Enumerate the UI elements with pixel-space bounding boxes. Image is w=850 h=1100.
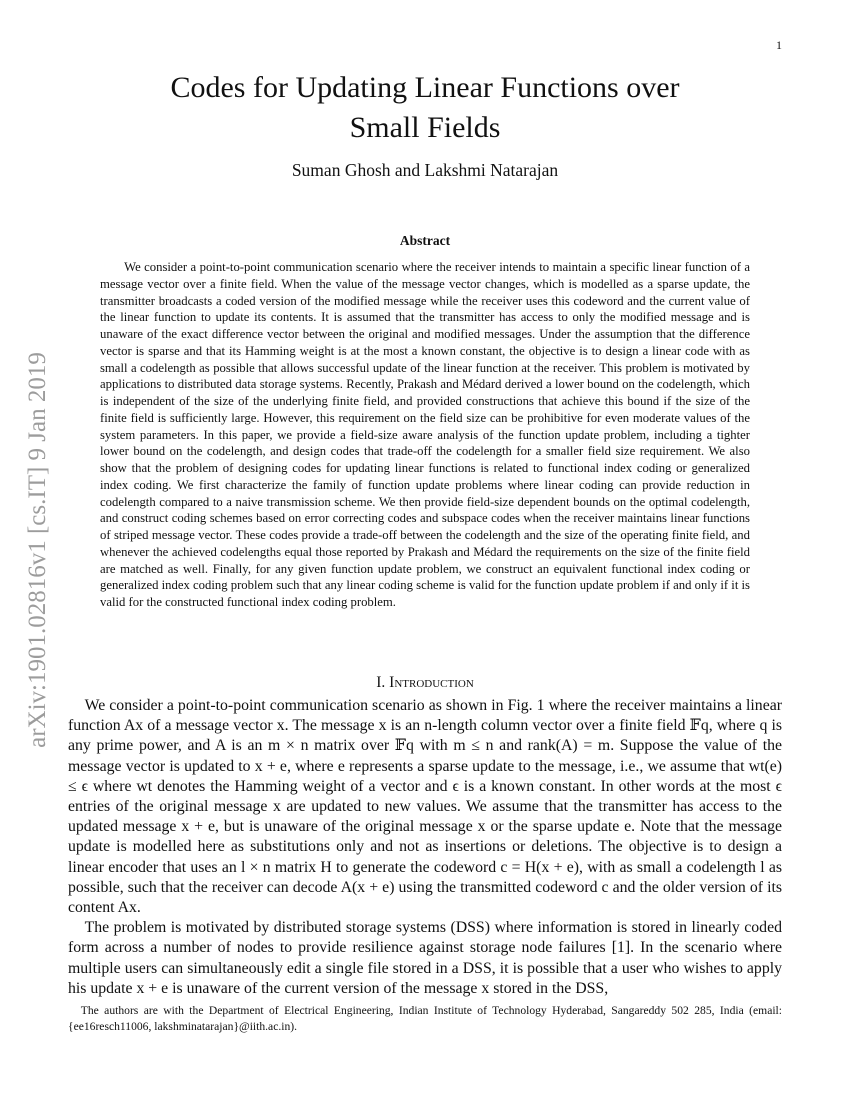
- paper-title-line-1: Codes for Updating Linear Functions over: [170, 71, 680, 104]
- section-heading-introduction: [68, 674, 782, 692]
- author-affiliation-footnote: The authors are with the Department of Electrical Engineering, Indian Institute of Technology Hyderabad, Sangareddy 502 285, India (email: {ee16resch11006, lakshminatarajan}@iith.ac.in).: [68, 1004, 782, 1033]
- body-paragraph: We consider a point-to-point communication scenario as shown in Fig. 1 where the receiver maintains a linear function Ax of a message vector x. The message x is an n-length column vector over a finite field 𝔽q, where q is any prime power, and A is an m × n matrix over 𝔽q with m ≤ n and rank(A) = m. Suppose the value of the message vector is updated to x + e, where e represents a sparse update to the message, i.e., we assume that wt(e) ≤ ϵ where wt denotes the Hamming weight of a vector and ϵ is a known constant. In other words at the most ϵ entries of the original message x are updated to new values. We assume that the transmitter has access to the updated message x + e, but is unaware of the original message x or the sparse update e. Note that the message update is modelled here as substitutions only and not as insertions or deletions. The objective is to design a linear encoder that uses an l × n matrix H to generate the codeword c = H(x + e), with as small a codelength l as possible, such that the receiver can decode A(x + e) using the transmitted codeword c and the older version of its content Ax.: [68, 697, 782, 917]
- abstract-text: We consider a point-to-point communication scenario where the receiver intends to maintain a specific linear function of a message vector over a finite field. When the value of the message vector changes, which is modelled as a sparse update, the transmitter broadcasts a coded version of the modified message while the receiver uses this codeword and the current value of the linear function to update its contents. It is assumed that the transmitter has access to only the modified message and is unaware of the exact difference vector between the original and modified messages. Under the assumption that the difference vector is sparse and that its Hamming weight is at the most a known constant, the objective is to design a linear code with as small a codelength as possible that allows successful update of the linear function at the receiver. This problem is motivated by applications to distributed data storage systems. Recently, Prakash and Médard derived a lower bound on the codelength, which is independent of the size of the underlying finite field, and provided constructions that achieve this bound if the size of the finite field is sufficiently large. However, this requirement on the field size can be prohibitive for even moderate values of the system parameters. In this paper, we provide a field-size aware analysis of the function update problem, including a tighter lower bound on the codelength, and design codes that trade-off the codelength for a smaller field size requirement. We also show that the problem of designing codes for updating linear functions is related to functional index coding or generalized index coding. We first characterize the family of function update problems where linear coding can provide reduction in codelength compared to a naive transmission scheme. We then provide field-size dependent bounds on the optimal codelength, and construct coding schemes based on error correcting codes and subspace codes when the receiver maintains linear functions of striped message vector. These codes provide a trade-off between the codelength and the size of the operating finite field, and whenever the achieved codelengths equal those reported by Prakash and Médard the requirements on the size of the finite field are matched as well. Finally, for any given function update problem, we construct an equivalent functional index coding or generalized index coding problem such that any linear coding scheme is valid for the function update problem if and only if it is valid for the constructed functional index coding problem.: [100, 260, 750, 609]
- introduction-body: [68, 696, 782, 999]
- paper-title-line-2: Small Fields: [349, 111, 501, 144]
- section-title: Introduction: [389, 674, 474, 691]
- author-list: Suman Ghosh and Lakshmi Natarajan: [291, 160, 559, 180]
- paper-title: [110, 68, 740, 148]
- abstract-heading: Abstract: [399, 233, 451, 248]
- arxiv-identifier-stamp: arXiv:1901.02816v1 [cs.IT] 9 Jan 2019: [24, 352, 51, 748]
- body-paragraph: The problem is motivated by distributed storage systems (DSS) where information is stored in linearly coded form across a number of nodes to provide resilience against storage node failures [1]. In the scenario where multiple users can simultaneously edit a single file stored in a DSS, it is possible that a user who wishes to apply his update x + e is unaware of the current version of the message x stored in the DSS,: [68, 919, 782, 997]
- page-number: 1: [776, 38, 782, 52]
- section-number: I.: [376, 674, 390, 691]
